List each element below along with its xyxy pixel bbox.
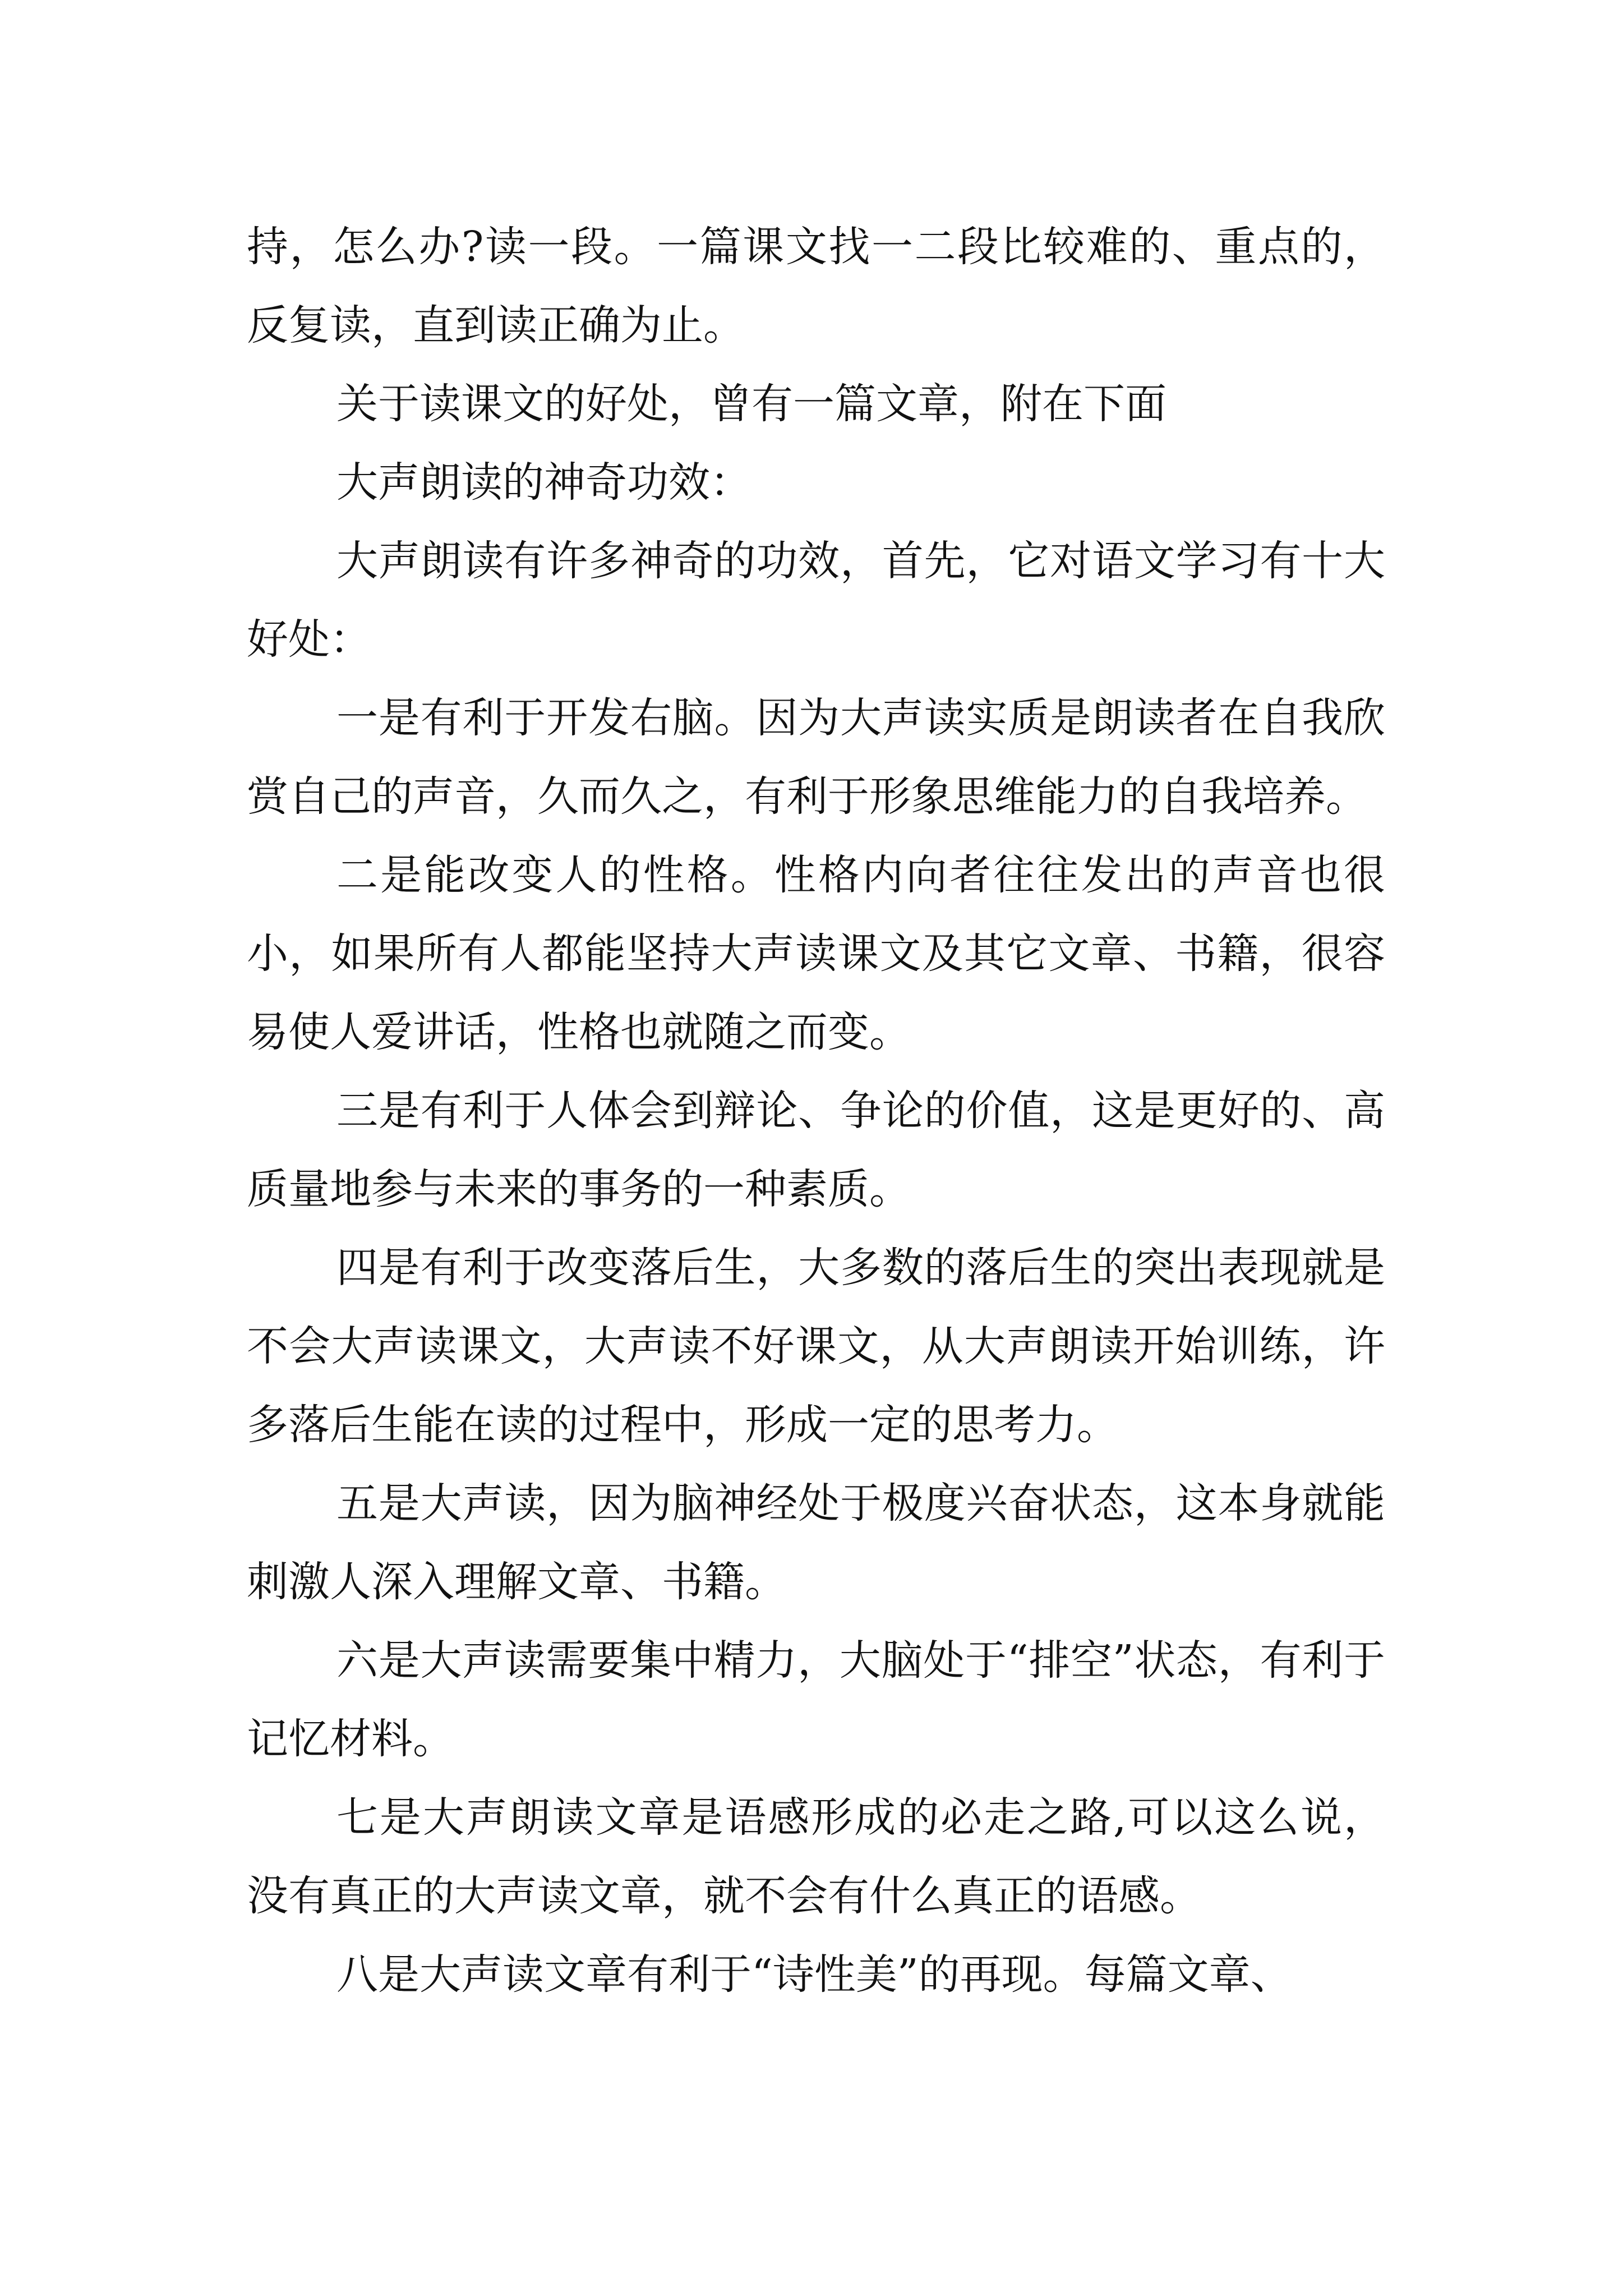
document-body (247, 208, 1385, 2014)
paragraph-6: 二是能改变人的性格。性格内向者往往发出的声音也很小，如果所有人都能坚持大声读课文及其它文章、书籍，很容易使人爱讲话，性格也就随之而变。 (247, 851, 1385, 1056)
paragraph-7: 三是有利于人体会到辩论、争论的价值，这是更好的、高质量地参与未来的事务的一种素质。 (247, 1087, 1385, 1213)
paragraph-4: 大声朗读有许多神奇的功效，首先，它对语文学习有十大好处： (247, 537, 1385, 664)
paragraph-12: 八是大声读文章有利于“诗性美”的再现。每篇文章、 (336, 1950, 1292, 1999)
paragraph-3: 大声朗读的神奇功效： (336, 458, 751, 507)
paragraph-1: 持，怎么办?读一段。一篇课文找一二段比较难的、重点的，反复读，直到读正确为止。 (247, 223, 1385, 349)
paragraph-11: 七是大声朗读文章是语感形成的必走之路,可以这么说，没有真正的大声读文章，就不会有什么真正的语感。 (247, 1793, 1385, 1920)
paragraph-5: 一是有利于开发右脑。因为大声读实质是朗读者在自我欣赏自己的声音，久而久之，有利于形象思维能力的自我培养。 (247, 694, 1385, 821)
paragraph-10: 六是大声读需要集中精力，大脑处于“排空”状态，有利于记忆材料。 (247, 1636, 1385, 1763)
paragraph-8: 四是有利于改变落后生，大多数的落后生的突出表现就是不会大声读课文，大声读不好课文，从大声朗读开始训练，许多落后生能在读的过程中，形成一定的思考力。 (247, 1244, 1385, 1449)
paragraph-9: 五是大声读，因为脑神经处于极度兴奋状态，这本身就能刺激人深入理解文章、书籍。 (247, 1479, 1385, 1606)
paragraph-2: 关于读课文的好处，曾有一篇文章，附在下面 (336, 380, 1166, 428)
